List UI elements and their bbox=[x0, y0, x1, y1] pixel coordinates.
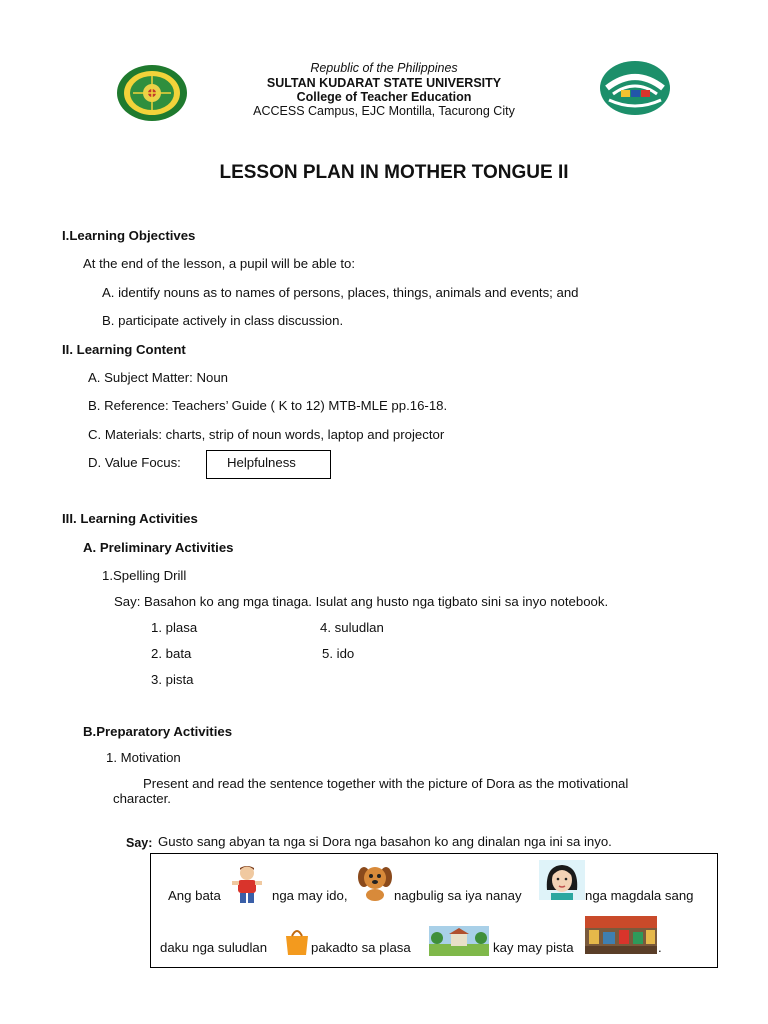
story-text: nga magdala sang bbox=[585, 888, 694, 903]
header-college: College of Teacher Education bbox=[296, 90, 472, 104]
story-text: . bbox=[658, 940, 662, 955]
value-focus-value: Helpfulness bbox=[227, 455, 296, 470]
child-picture bbox=[228, 864, 266, 904]
value-focus-box bbox=[206, 450, 331, 479]
festival-picture bbox=[585, 916, 657, 954]
content-d-label: D. Value Focus: bbox=[88, 455, 181, 470]
page-title: LESSON PLAN IN MOTHER TONGUE II bbox=[219, 162, 569, 183]
content-b: B. Reference: Teachers’ Guide ( K to 12) MTB-MLE pp.16-18. bbox=[88, 398, 448, 413]
container-picture bbox=[282, 928, 312, 956]
spelling-drill: 1.Spelling Drill bbox=[102, 568, 187, 583]
story-text: nga may ido, bbox=[272, 888, 348, 903]
activities-heading: III. Learning Activities bbox=[62, 511, 198, 526]
present-line-2: character. bbox=[113, 791, 171, 806]
word-item: 4. suludlan bbox=[320, 620, 384, 635]
story-text: Ang bata bbox=[168, 888, 221, 903]
story-text: nagbulig sa iya nanay bbox=[394, 888, 522, 903]
word-item: 3. pista bbox=[151, 672, 194, 687]
word-item: 2. bata bbox=[151, 646, 192, 661]
preliminary-heading: A. Preliminary Activities bbox=[83, 540, 234, 555]
header-campus: ACCESS Campus, EJC Montilla, Tacurong City bbox=[253, 104, 515, 118]
word-item: 1. plasa bbox=[151, 620, 198, 635]
content-c: C. Materials: charts, strip of noun words, laptop and projector bbox=[88, 427, 445, 442]
say-dora-sentence: Gusto sang abyan ta nga si Dora nga basahon ko ang dinalan nga ini sa inyo. bbox=[158, 834, 612, 849]
preparatory-heading: B.Preparatory Activities bbox=[83, 724, 233, 739]
say-instruction: Say: Basahon ko ang mga tinaga. Isulat ang husto nga tigbato sini sa inyo notebook. bbox=[114, 594, 609, 609]
story-text: kay may pista bbox=[493, 940, 574, 955]
objective-a: A. identify nouns as to names of persons, places, things, animals and events; and bbox=[102, 285, 579, 300]
plaza-picture bbox=[429, 926, 489, 956]
story-box bbox=[150, 853, 718, 968]
present-line-1: Present and read the sentence together with the picture of Dora as the motivational bbox=[143, 776, 629, 791]
dog-picture bbox=[356, 863, 394, 901]
objective-b: B. participate actively in class discussion. bbox=[102, 313, 344, 328]
objectives-intro: At the end of the lesson, a pupil will be able to: bbox=[83, 256, 355, 271]
word-item: 5. ido bbox=[322, 646, 355, 661]
say-label: Say: bbox=[126, 836, 153, 850]
story-text: daku nga suludlan bbox=[160, 940, 268, 955]
content-a: A. Subject Matter: Noun bbox=[88, 370, 229, 385]
story-text: pakadto sa plasa bbox=[311, 940, 411, 955]
header-republic: Republic of the Philippines bbox=[310, 61, 458, 75]
mother-picture bbox=[539, 860, 585, 900]
objectives-heading: I.Learning Objectives bbox=[62, 228, 196, 243]
motivation-label: 1. Motivation bbox=[106, 750, 181, 765]
header-university: SULTAN KUDARAT STATE UNIVERSITY bbox=[266, 76, 502, 90]
content-heading: II. Learning Content bbox=[62, 342, 186, 357]
